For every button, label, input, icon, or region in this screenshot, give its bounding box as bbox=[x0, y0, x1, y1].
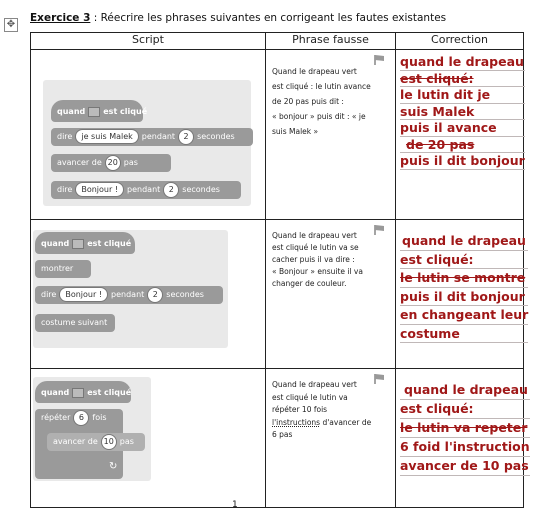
text-line: suis Malek bbox=[400, 104, 525, 121]
block-number: 2 bbox=[147, 287, 163, 303]
handwritten-correction bbox=[400, 381, 530, 476]
block-text: pendant bbox=[141, 132, 176, 141]
table-move-handle-icon[interactable]: ✥ bbox=[4, 18, 18, 32]
text-line: est cliqué: bbox=[400, 71, 525, 88]
green-flag-icon bbox=[72, 388, 84, 398]
text-fragment: d'avancer de bbox=[320, 417, 372, 427]
say-for-secs-block bbox=[51, 128, 253, 146]
move-steps-block bbox=[47, 433, 145, 451]
header-correction: Correction bbox=[396, 33, 524, 50]
text-line: de 20 pas puis dit : bbox=[272, 97, 344, 106]
block-text: dire bbox=[57, 185, 73, 194]
block-text: dire bbox=[41, 290, 57, 299]
wrong-sentence-cell bbox=[266, 50, 396, 220]
table-row bbox=[31, 369, 524, 508]
text-line: 6 foid l'instruction bbox=[400, 438, 530, 457]
text-line: avancer de 10 pas bbox=[400, 457, 530, 476]
wrong-sentence-text bbox=[272, 230, 377, 290]
script-cell bbox=[31, 220, 266, 369]
wrong-sentence-cell bbox=[266, 220, 396, 369]
block-text: montrer bbox=[41, 264, 74, 273]
text-line: cacher puis il va dire : bbox=[272, 255, 355, 264]
header-script: Script bbox=[31, 33, 266, 50]
text-line: quand le drapeau bbox=[400, 232, 528, 251]
block-text: quand bbox=[41, 388, 70, 397]
when-flag-clicked-block bbox=[51, 100, 148, 122]
block-text: pendant bbox=[127, 185, 161, 194]
block-text: avancer de bbox=[57, 158, 102, 167]
block-text: est cliqué bbox=[87, 239, 132, 248]
block-text: secondes bbox=[197, 132, 235, 141]
exercise-instruction: : Réecrire les phrases suivantes en corrigeant les fautes existantes bbox=[90, 12, 447, 24]
correction-cell bbox=[396, 369, 530, 508]
text-line: « Bonjour » ensuite il va bbox=[272, 267, 363, 276]
correction-cell bbox=[396, 50, 524, 220]
block-text: secondes bbox=[166, 290, 204, 299]
text-line: en changeant leur bbox=[400, 306, 528, 325]
block-number: 2 bbox=[178, 129, 194, 145]
exercise-title bbox=[30, 12, 446, 24]
say-for-secs-block bbox=[35, 286, 223, 304]
text-line: puis il avance bbox=[400, 120, 525, 137]
text-line: 6 pas bbox=[272, 430, 293, 439]
show-block bbox=[35, 260, 91, 278]
text-line: le lutin dit je bbox=[400, 87, 525, 104]
next-costume-block bbox=[35, 314, 115, 332]
block-text: dire bbox=[57, 132, 73, 141]
page-marker: 1 bbox=[232, 500, 238, 510]
text-line: puis il dit bonjour bbox=[400, 288, 528, 307]
text-line: puis il dit bonjour bbox=[400, 153, 525, 168]
repeat-block-header bbox=[35, 409, 123, 427]
block-number: 6 bbox=[73, 410, 89, 426]
block-text: est cliqué bbox=[87, 388, 132, 397]
exercise-number: Exercice 3 bbox=[30, 12, 91, 24]
script-cell bbox=[31, 50, 266, 220]
text-line: est cliqué : le lutin avance bbox=[272, 82, 371, 91]
block-input: je suis Malek bbox=[75, 129, 138, 144]
when-flag-clicked-block bbox=[35, 381, 131, 403]
correction-cell bbox=[396, 220, 529, 369]
text-line: changer de couleur. bbox=[272, 279, 347, 288]
wrong-sentence-cell bbox=[266, 369, 396, 508]
text-line: est cliqué: bbox=[400, 251, 528, 270]
block-text: secondes bbox=[182, 185, 220, 194]
text-line: le lutin va repeter bbox=[400, 419, 530, 438]
block-text: quand bbox=[41, 239, 70, 248]
text-line: Quand le drapeau vert bbox=[272, 380, 357, 389]
text-line: costume bbox=[400, 325, 528, 344]
text-line: Quand le drapeau vert bbox=[272, 231, 357, 240]
move-steps-block bbox=[51, 154, 171, 172]
text-line: le lutin se montre bbox=[400, 269, 528, 288]
block-number: 10 bbox=[101, 434, 117, 450]
block-text: est cliqué bbox=[103, 107, 148, 116]
text-line: quand le drapeau bbox=[400, 381, 530, 400]
text-line: répéter 10 fois bbox=[272, 405, 328, 414]
handwritten-correction bbox=[400, 232, 528, 343]
block-text: fois bbox=[92, 413, 107, 422]
wrong-sentence-text bbox=[272, 379, 377, 442]
block-text: costume suivant bbox=[41, 318, 108, 327]
block-input: Bonjour ! bbox=[75, 182, 124, 197]
text-line: « bonjour » puis dit : « je bbox=[272, 112, 366, 121]
table-row bbox=[31, 220, 524, 369]
script-cell bbox=[31, 369, 266, 508]
text-line: est cliqué le lutin va bbox=[272, 392, 348, 402]
block-number: 20 bbox=[105, 155, 121, 171]
say-for-secs-block bbox=[51, 181, 241, 199]
text-line bbox=[272, 417, 377, 430]
table-row bbox=[31, 50, 524, 220]
block-input: Bonjour ! bbox=[59, 287, 108, 302]
block-text: pendant bbox=[111, 290, 145, 299]
exercise-table bbox=[30, 32, 530, 508]
green-flag-icon bbox=[88, 107, 100, 117]
text-line: Quand le drapeau vert bbox=[272, 67, 357, 76]
loop-arrow-icon: ↻ bbox=[109, 461, 118, 472]
text-line: quand le drapeau bbox=[400, 54, 524, 69]
text-line: est cliqué: bbox=[400, 400, 530, 419]
block-text: pas bbox=[119, 437, 134, 446]
text-line: suis Malek » bbox=[272, 127, 319, 136]
block-text: quand bbox=[57, 107, 86, 116]
wrong-sentence-text bbox=[272, 64, 377, 139]
underlined-word: l'instructions bbox=[272, 417, 321, 427]
handwritten-correction bbox=[400, 54, 525, 170]
block-text: pas bbox=[123, 158, 138, 167]
block-text: répéter bbox=[41, 413, 71, 422]
when-flag-clicked-block bbox=[35, 232, 135, 254]
block-text: avancer de bbox=[53, 437, 98, 446]
header-wrong-sentence: Phrase fausse bbox=[266, 33, 396, 50]
block-number: 2 bbox=[163, 182, 179, 198]
text-line: de 20 pas bbox=[400, 137, 525, 154]
green-flag-icon bbox=[72, 239, 84, 249]
text-line: est cliqué le lutin va se bbox=[272, 243, 359, 252]
